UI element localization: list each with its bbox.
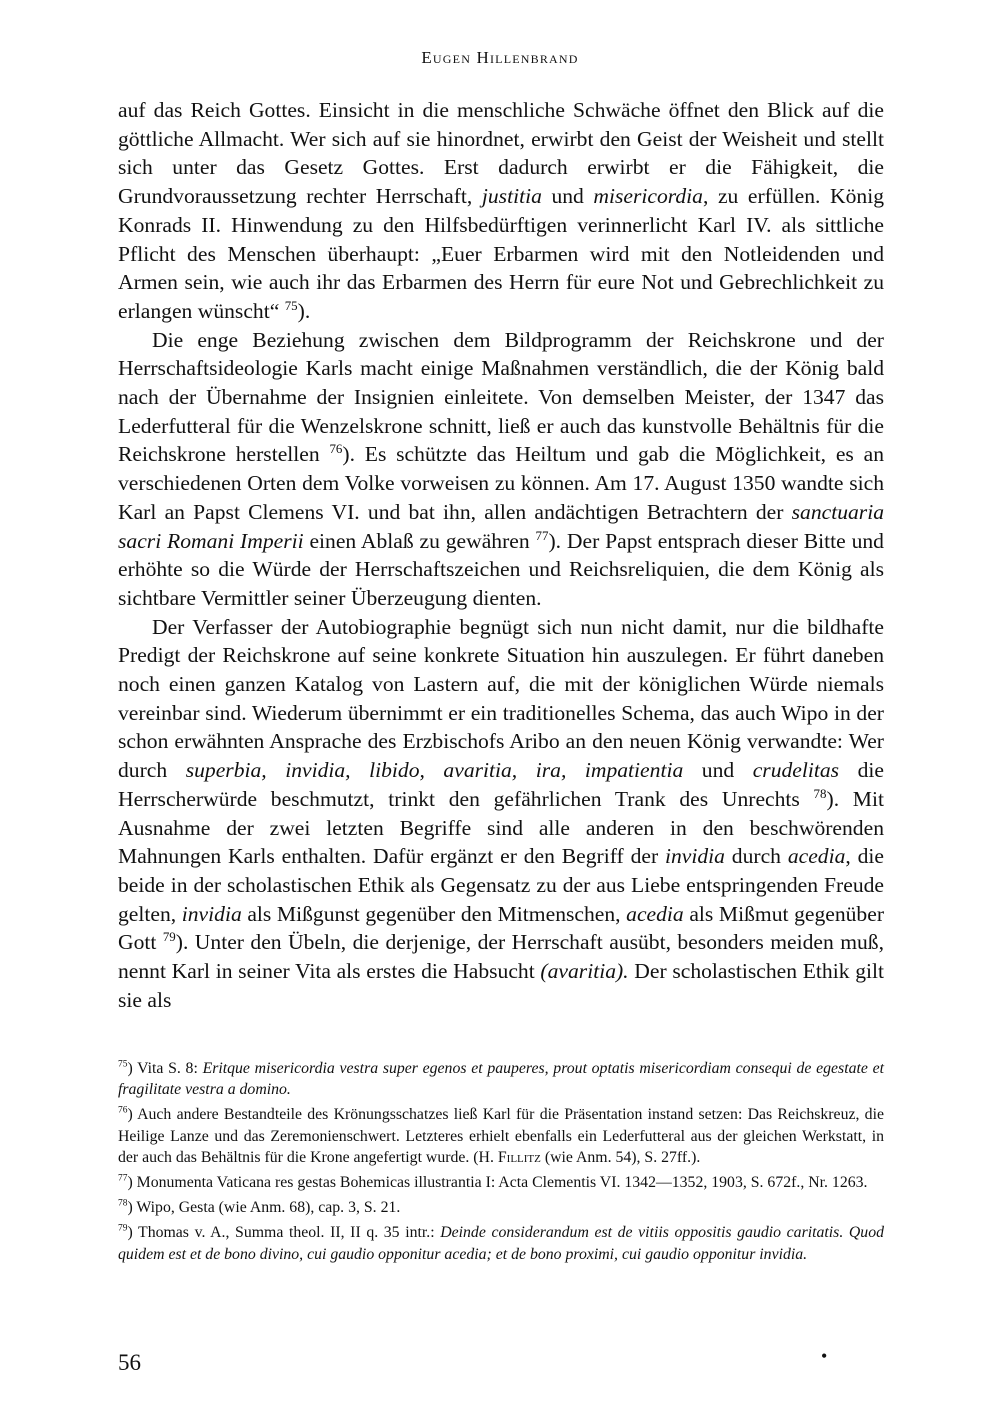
italic-text: Eritque misericordia vestra super egenos et pauperes, prout optatis misericordiam consequi de egestate et fragilitate vestra a domino. — [118, 1060, 884, 1099]
text-run: ) Wipo, Gesta (wie Anm. 68), cap. 3, S. 21. — [127, 1199, 401, 1217]
text-run: und — [683, 758, 753, 783]
footnotes — [118, 1058, 884, 1269]
italic-text: invidia — [181, 901, 242, 926]
text-run: ) Monumenta Vaticana res gestas Bohemicas illustrantia I: Acta Clementis VI. 1342—1352, 1903, S. 672f., Nr. 1263. — [127, 1174, 868, 1192]
paragraph — [118, 613, 884, 1015]
small-caps-text: Fillitz — [497, 1148, 541, 1166]
text-run: Die enge Beziehung zwischen dem Bildprogramm der Reichskrone und der Herrschaftsideologie Karls macht einige Maßnahmen verständlich, die der König bald nach der Übernahme der Insignien einleitete. Von demselben Meister, der 1347 das Lederfutteral für die Wenzelskrone schnitt, ließ er auch das kunstvolle Behältnis für die Reichskrone herstellen — [118, 327, 884, 467]
footnote-ref: 77 — [535, 527, 549, 543]
italic-text: justitia — [481, 184, 542, 209]
text-run: als Mißmut gegenüber Gott — [118, 901, 885, 955]
italic-text: invidia — [664, 844, 725, 869]
footnote-ref: 75 — [284, 297, 298, 313]
footnote-ref: 75 — [118, 1059, 128, 1070]
running-head: Eugen Hillenbrand — [421, 48, 579, 67]
text-run: die Herrscherwürde beschmutzt, trinkt den gefährlichen Trank des Unrechts — [118, 758, 885, 811]
text-run: als Mißgunst gegenüber den Mitmenschen, — [241, 901, 627, 926]
footnote-77 — [118, 1172, 884, 1193]
footnote-ref: 79 — [162, 929, 176, 945]
text-run: ) Vita S. 8: — [127, 1060, 203, 1077]
footnote-75 — [118, 1058, 884, 1100]
text-run: Der scholastischen Ethik gilt sie als — [118, 959, 884, 1012]
italic-text: misericordia — [593, 184, 703, 209]
italic-text: crudelitas — [752, 758, 840, 783]
paragraph — [118, 326, 884, 613]
footnote-ref: 76 — [118, 1106, 128, 1117]
paragraph — [118, 96, 884, 326]
text-run: Der Verfasser der Autobiographie begnügt sich nun nicht damit, nur die bildhafte Predigt der Reichskrone auf seine konkrete Situation hin auszulegen. Er führt daneben noch einen ganzen Katalog von Lastern auf, die mit der königlichen Würde niemals vereinbar sind. Wiederum übernimmt er ein traditionelles Schema, das auch Wipo in der schon erwähnten Ansprache des Erzbischofs Aribo an den neuen König verwandte: Wer durch — [118, 614, 884, 783]
text-run: und — [541, 184, 594, 209]
italic-text: acedia — [787, 844, 846, 869]
footnote-ref: 78 — [118, 1198, 128, 1209]
italic-text: (avaritia). — [540, 959, 629, 984]
text-run: ) Thomas v. A., Summa theol. II, II q. 35 intr.: — [127, 1224, 441, 1242]
footnote-ref: 77 — [118, 1173, 128, 1184]
text-run: ). Der Papst entsprach dieser Bitte und erhöhte so die Würde der Herrschaftszeichen und Reichsreliquien, die dem König als sichtbare Vermittler seiner Überzeugung dienten. — [118, 528, 884, 610]
footnote-76 — [118, 1104, 884, 1168]
text-run: , die beide in der scholastischen Ethik als Gegensatz zu der aus Liebe entspringenden Freude gelten, — [118, 844, 884, 926]
text-run: ). Unter den Übeln, die derjenige, der Herrschaft ausübt, besonders meiden muß, nennt Karl in seiner Vita als erstes die Habsucht — [118, 930, 884, 984]
footnote-78 — [118, 1197, 884, 1218]
text-run: auf das Reich Gottes. Einsicht in die menschliche Schwäche öffnet den Blick auf die göttliche Allmacht. Wer sich auf sie hinordnet, erwirbt den Geist der Weisheit und stellt sich unter das Gesetz Gottes. Erst dadurch erwirbt er die Fähigkeit, die Grundvoraussetzung rechter Herrschaft, — [118, 98, 884, 209]
text-run: , zu erfüllen. König Konrads II. Hinwendung zu den Hilfsbedürftigen verinnerlicht Karl IV. als sittliche Pflicht des Menschen überhaupt: „Euer Erbarmen wird mit den Notleidenden und Armen sein, wie auch ihr das Erbarmen des Herrn für eure Not und Gebrechlichkeit zu erlangen wünscht“ — [118, 184, 884, 323]
footnote-ref: 78 — [813, 785, 827, 801]
stray-mark: • — [821, 1346, 828, 1366]
italic-text: sanctuaria sacri Romani Imperii — [118, 499, 884, 553]
footnote-79 — [118, 1222, 884, 1264]
page-number: 56 — [118, 1350, 141, 1375]
text-run: ). Es schützte das Heiltum und gab die Möglichkeit, es an verschiedenen Orten dem Volke vorweisen zu können. Am 17. August 1350 wandte sich Karl an Papst Clemens VI. und bat ihn, allen andächtigen Betrachtern der — [118, 442, 884, 524]
text-run: durch — [724, 844, 788, 869]
footnote-ref: 76 — [329, 441, 343, 457]
italic-text: Deinde considerandum est de vitiis oppositis gaudio caritatis. Quod quidem est et de bono divino, cui gaudio opponitur acedia; et de bono proximi, cui gaudio opponitur invidia. — [118, 1224, 884, 1263]
italic-text: acedia — [626, 901, 684, 926]
body-text — [118, 96, 884, 1015]
text-run: ). Mit Ausnahme der zwei letzten Begriffe sind alle anderen in den beschwörenden Mahnungen Karls enthalten. Dafür ergänzt er den Begriff der — [118, 786, 885, 869]
footnote-ref: 79 — [118, 1224, 128, 1235]
text-run: einen Ablaß zu gewähren — [303, 528, 536, 553]
text-run: ) Auch andere Bestandteile des Krönungsschatzes ließ Karl für die Präsentation instand setzen: Das Reichskreuz, die Heilige Lanze und das Zeremonienschwert. Letzteres erhielt ebenfalls ein Lederfutteral aus der gleichen Werkstatt, in der auch das Behältnis für die Krone angefertigt wurde. (H. — [118, 1106, 884, 1166]
text-run: (wie Anm. 54), S. 27ff.). — [540, 1148, 701, 1166]
italic-text: superbia, invidia, libido, avaritia, ira, impatientia — [185, 758, 684, 783]
text-run: ). — [297, 298, 311, 323]
